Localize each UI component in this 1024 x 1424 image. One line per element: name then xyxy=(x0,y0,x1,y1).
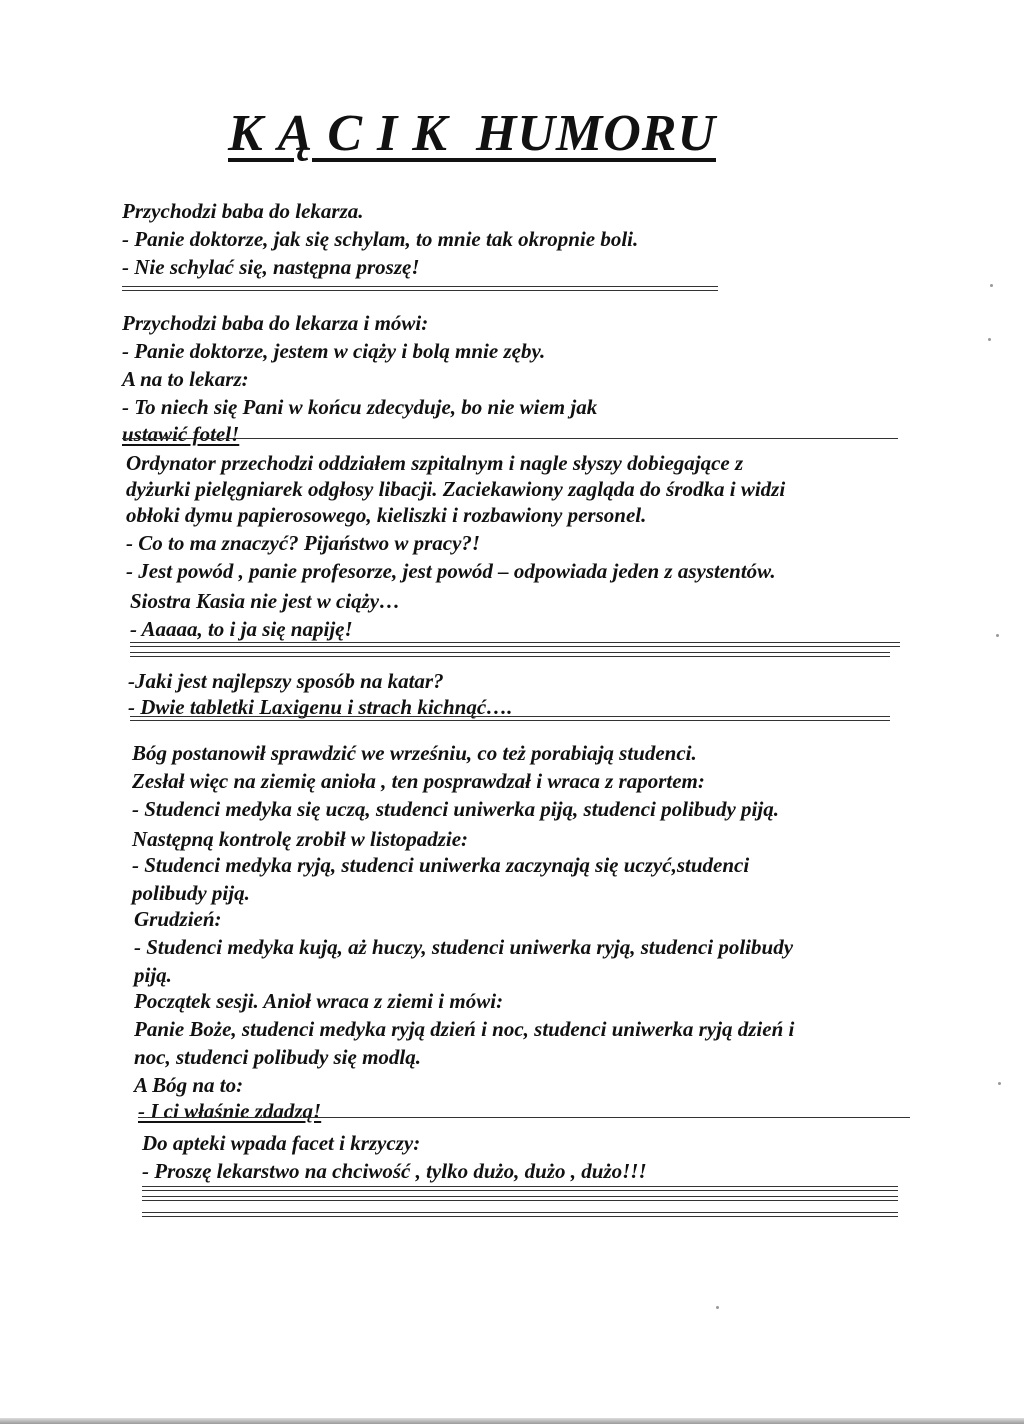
joke-6-line-2: - Proszę lekarstwo na chciwość , tylko dużo, dużo , dużo!!! xyxy=(142,1159,647,1183)
scan-speck xyxy=(998,1082,1001,1085)
joke-2-line-3: A na to lekarz: xyxy=(122,367,249,391)
joke-5-line-10: Początek sesji. Anioł wraca z ziemi i mówi: xyxy=(134,989,504,1013)
joke-5-line-11: Panie Boże, studenci medyka ryją dzień i noc, studenci uniwerka ryją dzień i xyxy=(134,1017,795,1041)
joke-5-line-8: - Studenci medyka kują, aż huczy, studenci uniwerka ryją, studenci polibudy xyxy=(134,935,794,959)
scan-edge xyxy=(0,1418,1024,1424)
joke-5-line-9: piją. xyxy=(134,963,172,987)
joke-3-line-4: - Co to ma znaczyć? Pijaństwo w pracy?! xyxy=(126,531,481,555)
separator xyxy=(142,1196,898,1201)
separator xyxy=(130,642,900,647)
joke-2-line-4: - To niech się Pani w końcu zdecyduje, bo nie wiem jak xyxy=(122,395,598,419)
joke-3-line-6: Siostra Kasia nie jest w ciąży… xyxy=(130,589,401,613)
separator xyxy=(138,1117,910,1119)
joke-1-line-1: Przychodzi baba do lekarza. xyxy=(122,199,364,223)
page-title: K Ą C I K HUMORU xyxy=(228,105,716,162)
joke-3-line-5: - Jest powód , panie profesorze, jest powód – odpowiada jeden z asystentów. xyxy=(126,559,776,583)
joke-5-line-14: - I ci właśnie zdadzą! xyxy=(138,1099,322,1123)
separator xyxy=(142,1212,898,1217)
joke-3-line-3: obłoki dymu papierosowego, kieliszki i rozbawiony personel. xyxy=(126,503,647,527)
scan-speck xyxy=(996,634,999,637)
joke-2-line-1: Przychodzi baba do lekarza i mówi: xyxy=(122,311,429,335)
joke-3-line-1: Ordynator przechodzi oddziałem szpitalnym i nagle słyszy dobiegające z xyxy=(126,451,744,475)
joke-5-line-12: noc, studenci polibudy się modlą. xyxy=(134,1045,422,1069)
joke-5-line-1: Bóg postanowił sprawdzić we wrześniu, co też porabiają studenci. xyxy=(132,741,697,765)
joke-6-line-1: Do apteki wpada facet i krzyczy: xyxy=(142,1131,421,1155)
joke-1-line-3: - Nie schylać się, następna proszę! xyxy=(122,255,420,279)
separator xyxy=(130,652,890,657)
separator xyxy=(142,1186,898,1191)
joke-5-line-5: - Studenci medyka ryją, studenci uniwerka zaczynają się uczyć,studenci xyxy=(132,853,750,877)
scan-speck xyxy=(990,284,993,287)
joke-3-line-7: - Aaaaa, to i ja się napiję! xyxy=(130,617,353,641)
joke-4-line-2: - Dwie tabletki Laxigenu i strach kichnąć…. xyxy=(128,695,513,719)
scan-speck xyxy=(988,338,991,341)
joke-4-line-1: -Jaki jest najlepszy sposób na katar? xyxy=(128,669,444,693)
separator xyxy=(122,438,898,440)
scan-speck xyxy=(716,1306,719,1309)
joke-5-line-6: polibudy piją. xyxy=(132,881,250,905)
separator xyxy=(130,716,890,721)
joke-5-line-2: Zesłał więc na ziemię anioła , ten posprawdzał i wraca z raportem: xyxy=(132,769,705,793)
separator xyxy=(122,286,718,291)
joke-2-line-5: ustawić fotel! xyxy=(122,422,240,446)
joke-5-line-13: A Bóg na to: xyxy=(134,1073,244,1097)
joke-5-line-7: Grudzień: xyxy=(134,907,222,931)
joke-5-line-4: Następną kontrolę zrobił w listopadzie: xyxy=(132,827,469,851)
joke-2-line-2: - Panie doktorze, jestem w ciąży i bolą mnie zęby. xyxy=(122,339,546,363)
joke-5-line-3: - Studenci medyka się uczą, studenci uniwerka piją, studenci polibudy piją. xyxy=(132,797,779,821)
joke-1-line-2: - Panie doktorze, jak się schylam, to mnie tak okropnie boli. xyxy=(122,227,639,251)
joke-3-line-2: dyżurki pielęgniarek odgłosy libacji. Zaciekawiony zagląda do środka i widzi xyxy=(126,477,786,501)
